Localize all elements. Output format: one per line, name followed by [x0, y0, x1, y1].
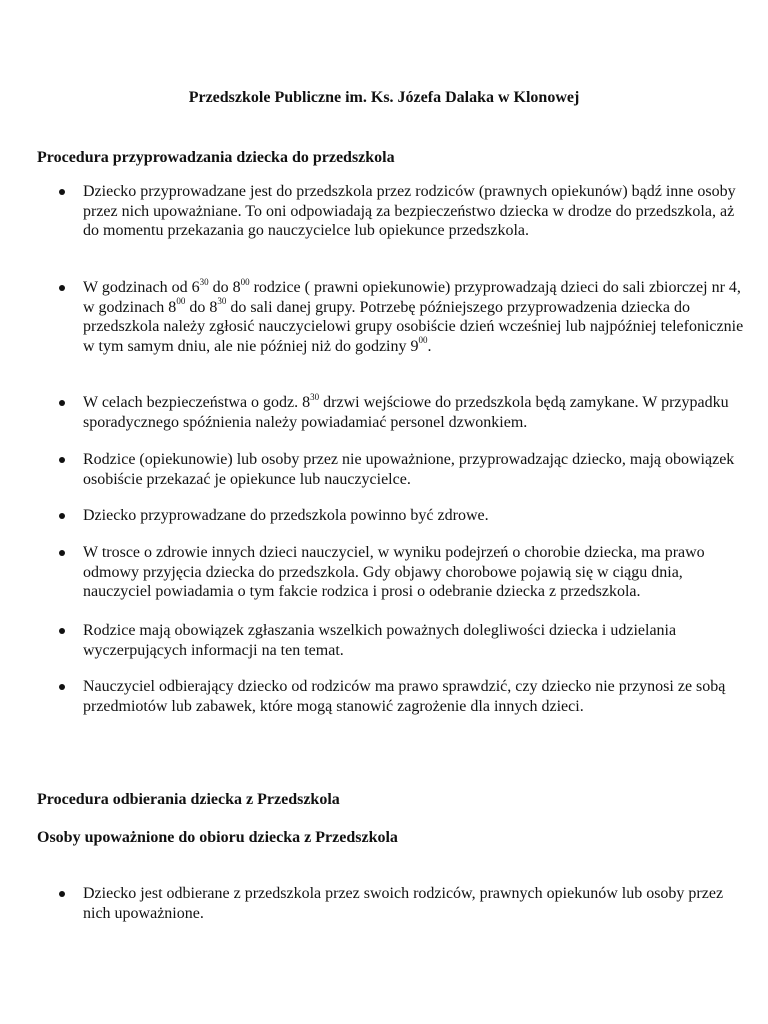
bullet-icon — [59, 400, 65, 406]
list-item-text: W godzinach od $6^{30}$ do $8^{00}$ rodzice ( prawni opiekunowie) przyprowadzają dzieci do sali zbiorczej nr 4, w godzinach $8^{00}$ do $8^{30}$ do sali danej grupy. Potrzebę późniejszego przyprowadzenia dziecka do przedszkola należy zgłosić nauczycielowi grupy osobiście dzień wcześniej lub najpóźniej telefonicznie w tym samym dniu, ale nie później niż do godziny $9^{00}$. — [83, 276, 744, 355]
list-item-text: Rodzice (opiekunowie) lub osoby przez nie upoważnione, przyprowadzając dziecko, mają obowiązek osobiście przekazać je opiekunce lub nauczycielce. — [83, 451, 735, 488]
list-item-text: Dziecko przyprowadzane jest do przedszkola przez rodziców (prawnych opiekunów) bądź inne osoby przez nich upoważniane. To oni odpowiadają za bezpieczeństwo dziecka w drodze do przedszkola, aż do momentu przekazania go nauczycielce lub opiekunce przedszkola. — [83, 183, 736, 239]
bullet-icon — [59, 684, 65, 690]
section-heading-bringing: Procedura przyprowadzania dziecka do przedszkola — [37, 149, 395, 166]
list-item — [54, 393, 744, 432]
list-item-text: W trosce o zdrowie innych dzieci nauczyciel, w wyniku podejrzeń o chorobie dziecka, ma prawo odmowy przyjęcia dziecka do przedszkola. Gdy objawy chorobowe pojawią się w ciągu dnia, nauczyciel powiadamia o tym fakcie rodzica i prosi o odebranie dziecka z przedszkola. — [83, 544, 705, 600]
bullet-icon — [59, 285, 65, 291]
document-title: Przedszkole Publiczne im. Ks. Józefa Dalaka w Klonowej — [188, 89, 580, 106]
list-item-text: W celach bezpieczeństwa o godz. $8^{30}$ drzwi wejściowe do przedszkola będą zamykane. W przypadku sporadycznego spóźnienia należy powiadamiać personel dzwonkiem. — [83, 391, 729, 431]
list-item — [54, 506, 744, 526]
list-item-text: Dziecko jest odbierane z przedszkola przez swoich rodziców, prawnych opiekunów lub osoby przez nich upoważnione. — [83, 885, 724, 922]
list-item — [54, 278, 744, 356]
list-item — [54, 621, 744, 660]
section-subheading-authorized: Osoby upoważnione do obioru dziecka z Przedszkola — [37, 829, 398, 846]
section-heading-pickup: Procedura odbierania dziecka z Przedszkola — [37, 791, 340, 808]
list-item-text: Rodzice mają obowiązek zgłaszania wszelkich poważnych dolegliwości dziecka i udzielania wyczerpujących informacji na ten temat. — [83, 622, 677, 659]
bullet-icon — [59, 513, 65, 519]
bullet-icon — [59, 550, 65, 556]
list-item — [54, 450, 744, 489]
list-item — [54, 543, 744, 602]
list-item-text: Nauczyciel odbierający dziecko od rodziców ma prawo sprawdzić, czy dziecko nie przynosi ze sobą przedmiotów lub zabawek, które mogą stanowić zagrożenie dla innych dzieci. — [83, 678, 726, 715]
bullet-icon — [59, 891, 65, 897]
list-item — [54, 677, 744, 716]
bullet-icon — [59, 457, 65, 463]
bullet-icon — [59, 189, 65, 195]
list-item-text: Dziecko przyprowadzane do przedszkola powinno być zdrowe. — [83, 507, 489, 524]
list-item — [54, 182, 744, 241]
list-item — [54, 884, 744, 923]
bullet-icon — [59, 628, 65, 634]
